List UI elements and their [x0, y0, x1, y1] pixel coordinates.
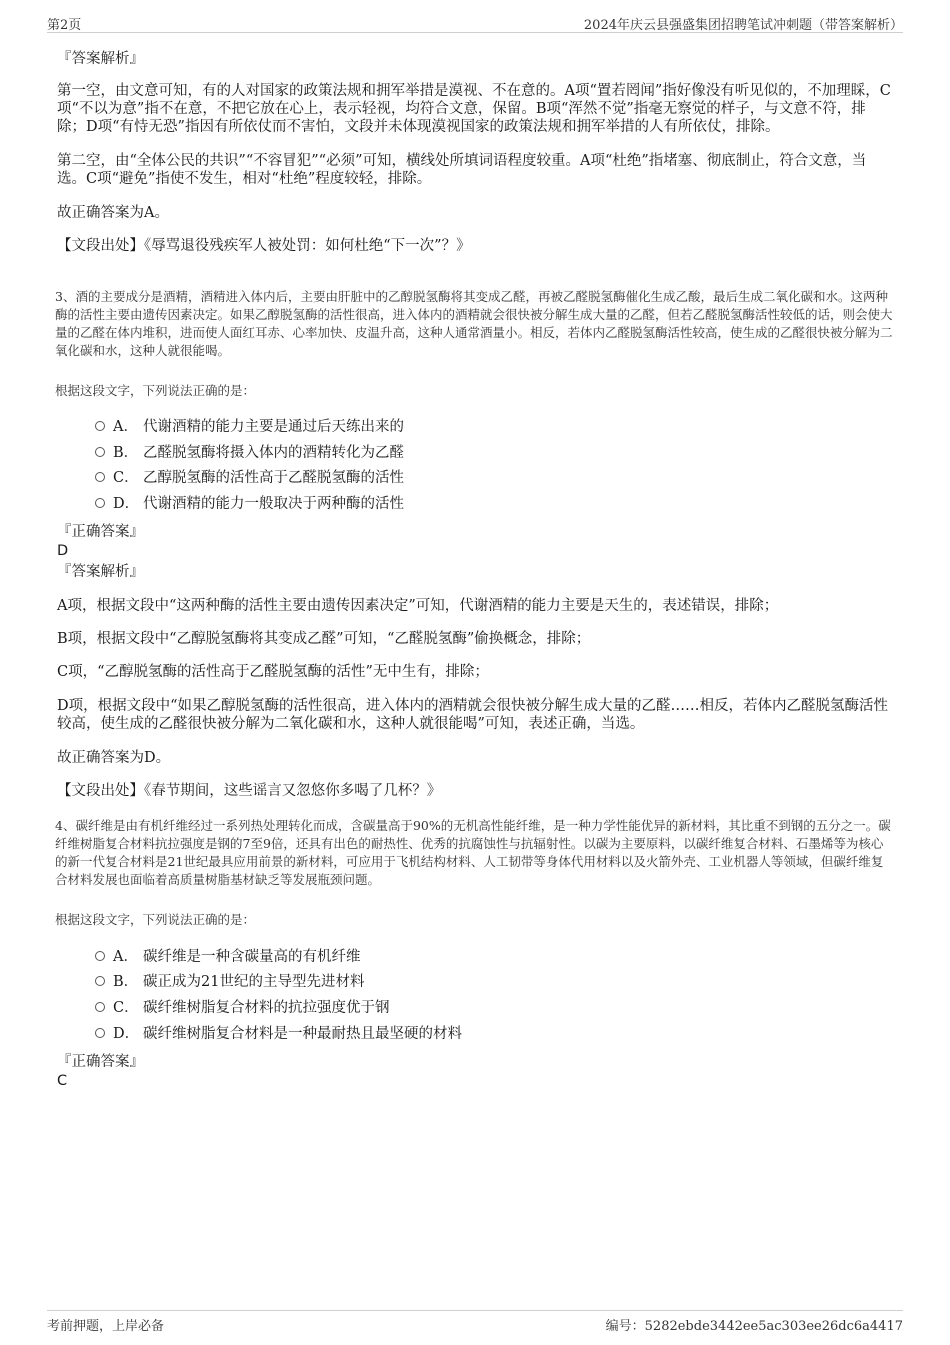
q3-option-c[interactable]	[95, 469, 404, 487]
option-text: 代谢酒精的能力主要是通过后天练出来的	[143, 419, 404, 435]
option-text: 碳纤维是一种含碳量高的有机纤维	[143, 949, 361, 965]
footer-motto: 考前押题，上岸必备	[47, 1319, 165, 1334]
page-footer	[47, 1310, 903, 1333]
q3-conclusion: 故正确答案为D。	[57, 750, 171, 766]
option-letter: B．	[113, 445, 139, 461]
option-letter: C．	[113, 470, 139, 486]
radio-icon[interactable]	[95, 951, 105, 961]
radio-icon[interactable]	[95, 447, 105, 457]
radio-icon[interactable]	[95, 1002, 105, 1012]
q4-answer-label: 『正确答案』	[57, 1054, 144, 1070]
option-letter: B．	[113, 974, 139, 990]
q2-analysis-label: 『答案解析』	[57, 51, 144, 67]
q2-analysis-para-2: 第二空，由“全体公民的共识”“不容冒犯”“必须”可知，横线处所填词语程度较重。A项“杜绝”指堵塞、彻底制止，符合文意，当选。C项“避免”指使不发生，相对“杜绝”程度较轻，排除。	[57, 153, 867, 187]
q4-stem: 4、碳纤维是由有机纤维经过一系列热处理转化而成，含碳量高于90%的无机高性能纤维，是一种力学性能优异的新材料，其比重不到钢的五分之一。碳纤维树脂复合材料抗拉强度是钢的7至9倍，还具有出色的耐热性、优秀的抗腐蚀性与抗辐射性。以碳为主要原料，以碳纤维复合材料、石墨烯等为核心的新一代复合材料是21世纪最具应用前景的新材料，可应用于飞机结构材料、人工韧带等身体代用材料以及火箭外壳、工业机器人等领域，但碳纤维复合材料发展也面临着高质量树脂基材缺乏等发展瓶颈问题。	[55, 818, 891, 887]
document-title: 2024年庆云县强盛集团招聘笔试冲刺题（带答案解析）	[583, 18, 903, 33]
q3-analysis-d: D项，根据文段中“如果乙醇脱氢酶的活性很高，进入体内的酒精就会很快被分解生成大量的乙醛……相反，若体内乙醛脱氢酶活性较高，使生成的乙醛很快被分解为二氧化碳和水，这种人就很能喝”可知，表述正确，当选。	[57, 698, 889, 732]
option-letter: D．	[113, 496, 140, 512]
q3-source: 【文段出处】《春节期间，这些谣言又忽悠你多喝了几杯？》	[57, 783, 442, 799]
option-letter: D．	[113, 1026, 140, 1042]
radio-icon[interactable]	[95, 498, 105, 508]
option-text: 代谢酒精的能力一般取决于两种酶的活性	[143, 496, 404, 512]
q3-stem: 3、酒的主要成分是酒精，酒精进入体内后，主要由肝脏中的乙醇脱氢酶将其变成乙醛，再被乙醛脱氢酶催化生成乙酸，最后生成二氧化碳和水。这两种酶的活性主要由遗传因素决定。如果乙醇脱氢酶的活性很高，进入体内的酒精就会很快被分解生成大量的乙醛，但若乙醛脱氢酶活性较低的话，则会使大量的乙醛在体内堆积，进而使人面红耳赤、心率加快、皮温升高，这种人通常酒量小。相反，若体内乙醛脱氢酶活性较高，使生成的乙醛很快被分解为二氧化碳和水，这种人就很能喝。	[55, 289, 893, 358]
q3-option-d[interactable]	[95, 495, 404, 513]
radio-icon[interactable]	[95, 472, 105, 482]
q4-option-c[interactable]	[95, 999, 390, 1017]
q3-analysis-c: C项，“乙醇脱氢酶的活性高于乙醛脱氢酶的活性”无中生有，排除；	[57, 664, 489, 680]
document-code: 编号：5282ebde3442ee5ac303ee26dc6a4417	[605, 1319, 903, 1334]
q3-analysis-a: A项，根据文段中“这两种酶的活性主要由遗传因素决定”可知，代谢酒精的能力主要是天生的，表述错误，排除；	[57, 598, 779, 614]
option-text: 碳纤维树脂复合材料是一种最耐热且最坚硬的材料	[143, 1026, 462, 1042]
option-text: 乙醇脱氢酶的活性高于乙醛脱氢酶的活性	[143, 470, 404, 486]
q3-option-a[interactable]	[95, 418, 404, 436]
q3-prompt: 根据这段文字，下列说法正确的是：	[55, 383, 256, 398]
option-letter: A．	[113, 949, 138, 965]
q2-analysis-para-1: 第一空，由文意可知，有的人对国家的政策法规和拥军举措是漠视、不在意的。A项“置若罔闻”指好像没有听见似的，不加理睬，C项“不以为意”指不在意，不把它放在心上，表示轻视，均符合文意，保留。B项“浑然不觉”指毫无察觉的样子，与文意不符，排除；D项“有恃无恐”指因有所依仗而不害怕，文段并未体现漠视国家的政策法规和拥军举措的人有所依仗，排除。	[57, 83, 891, 135]
q4-option-a[interactable]	[95, 948, 361, 966]
q3-analysis-label: 『答案解析』	[57, 564, 144, 580]
page-number: 第2页	[47, 18, 82, 33]
q2-conclusion: 故正确答案为A。	[57, 205, 169, 221]
q4-answer: C	[57, 1073, 68, 1089]
q3-option-b[interactable]	[95, 444, 404, 462]
option-text: 碳正成为21世纪的主导型先进材料	[143, 974, 365, 990]
option-text: 乙醛脱氢酶将摄入体内的酒精转化为乙醛	[143, 445, 404, 461]
q3-analysis-b: B项，根据文段中“乙醇脱氢酶将其变成乙醛”可知，“乙醛脱氢酶”偷换概念，排除；	[57, 631, 591, 647]
q4-option-b[interactable]	[95, 973, 364, 991]
option-letter: A．	[113, 419, 138, 435]
option-text: 碳纤维树脂复合材料的抗拉强度优于钢	[143, 1000, 390, 1016]
option-letter: C．	[113, 1000, 139, 1016]
q2-source: 【文段出处】《辱骂退役残疾军人被处罚：如何杜绝“下一次”？》	[57, 238, 471, 254]
radio-icon[interactable]	[95, 976, 105, 986]
radio-icon[interactable]	[95, 421, 105, 431]
page-header	[47, 12, 903, 33]
q4-prompt: 根据这段文字，下列说法正确的是：	[55, 912, 256, 927]
q3-answer-label: 『正确答案』	[57, 524, 144, 540]
radio-icon[interactable]	[95, 1028, 105, 1038]
q4-option-d[interactable]	[95, 1025, 462, 1043]
q3-answer: D	[57, 543, 69, 559]
